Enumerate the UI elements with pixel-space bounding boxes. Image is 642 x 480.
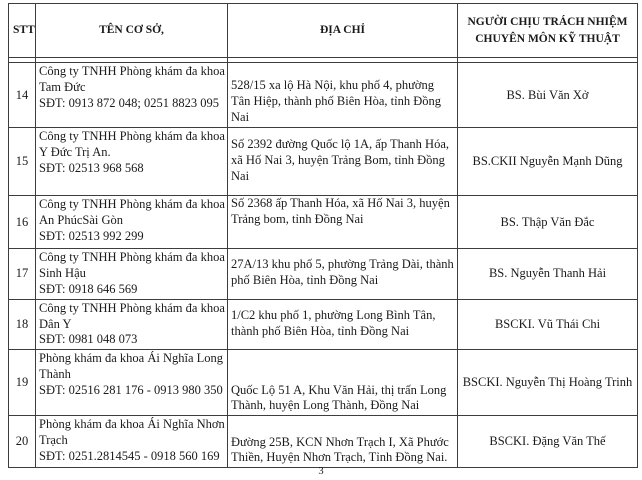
address-cell: 27A/13 khu phố 5, phường Trảng Dài, thành phố Biên Hòa, tỉnh Đồng Nai — [228, 249, 458, 300]
responsible-person-cell: BSCKI. Nguyễn Thị Hoàng Trinh — [458, 350, 638, 416]
facility-name-cell — [36, 416, 228, 468]
facility-name: Công ty TNHH Phòng khám đa khoa An PhúcSài Gòn — [39, 197, 225, 227]
address-cell: Đường 25B, KCN Nhơn Trạch I, Xã Phước Thiền, Huyện Nhơn Trạch, Tỉnh Đồng Nai. — [228, 416, 458, 468]
responsible-person-cell: BS. Bùi Văn Xở — [458, 63, 638, 128]
stt-cell: 18 — [9, 299, 36, 350]
stt-cell: 14 — [9, 63, 36, 128]
facility-name-cell — [36, 128, 228, 196]
address-cell: 1/C2 khu phố 1, phường Long Bình Tân, thành phố Biên Hòa, tỉnh Đồng Nai — [228, 299, 458, 350]
facility-name: Phòng khám đa khoa Ái Nghĩa Long Thành — [39, 351, 224, 382]
stt-cell: 20 — [9, 416, 36, 468]
table-row — [9, 299, 638, 350]
address-cell: Số 2368 ấp Thanh Hóa, xã Hố Nai 3, huyện Trảng bom, tỉnh Đồng Nai — [228, 196, 458, 249]
header-row — [9, 4, 638, 58]
table-row — [9, 63, 638, 128]
table-row — [9, 249, 638, 300]
header-responsible-person: NGƯỜI CHỊU TRÁCH NHIỆM CHUYÊN MÔN KỸ THUẬT — [458, 4, 638, 58]
facility-name: Công ty TNHH Phòng khám đa khoa Sinh Hậu — [39, 250, 225, 280]
table-row — [9, 196, 638, 249]
facility-name-cell — [36, 350, 228, 416]
facility-phone: SĐT: 0913 872 048; 0251 8823 095 — [39, 95, 219, 110]
facility-phone: SĐT: 02513 992 299 — [39, 228, 144, 243]
facility-name-cell — [36, 63, 228, 128]
stt-cell: 15 — [9, 128, 36, 196]
header-address: ĐỊA CHỈ — [228, 4, 458, 58]
facility-phone: SĐT: 0918 646 569 — [39, 281, 138, 296]
page-number: 3 — [318, 466, 324, 477]
facility-name-cell — [36, 299, 228, 350]
facility-name: Công ty TNHH Phòng khám đa khoa Tam Đức — [39, 64, 225, 94]
responsible-person-cell: BSCKI. Vũ Thái Chi — [458, 299, 638, 350]
table-header — [9, 4, 638, 63]
stt-cell: 16 — [9, 196, 36, 249]
address-cell: Quốc Lộ 51 A, Khu Văn Hải, thị trấn Long Thành, huyện Long Thành, Đồng Nai — [228, 350, 458, 416]
facility-name: Công ty TNHH Phòng khám đa khoa Dân Y — [39, 300, 225, 331]
table-body — [9, 63, 638, 468]
facility-phone: SĐT: 0981 048 073 — [39, 332, 138, 347]
address-cell: 528/15 xa lộ Hà Nội, khu phố 4, phường Tân Hiệp, thành phố Biên Hòa, tỉnh Đồng Nai — [228, 63, 458, 128]
responsible-person-cell: BS. Nguyễn Thanh Hải — [458, 249, 638, 300]
facility-phone: SĐT: 02513 968 568 — [39, 160, 144, 175]
clinics-table — [8, 3, 638, 468]
address-cell: Số 2392 đường Quốc lộ 1A, ấp Thanh Hóa, xã Hố Nai 3, huyện Trảng Bom, tỉnh Đồng Nai — [228, 128, 458, 196]
stt-cell: 17 — [9, 249, 36, 300]
header-stt: STT — [9, 4, 36, 58]
table-row — [9, 416, 638, 468]
facility-phone: SĐT: 02516 281 176 - 0913 980 350 — [39, 383, 223, 397]
facility-name-cell — [36, 249, 228, 300]
facility-name: Phòng khám đa khoa Ái Nghĩa Nhơn Trạch — [39, 417, 225, 448]
table-row — [9, 350, 638, 416]
stt-cell: 19 — [9, 350, 36, 416]
facility-name: Công ty TNHH Phòng khám đa khoa Y Đức Trị An. — [39, 129, 225, 159]
responsible-person-cell: BS. Thập Văn Đắc — [458, 196, 638, 249]
header-facility-name: TÊN CƠ SỞ, — [36, 4, 228, 58]
facility-name-cell — [36, 196, 228, 249]
table-row — [9, 128, 638, 196]
responsible-person-cell: BS.CKII Nguyễn Mạnh Dũng — [458, 128, 638, 196]
facility-phone: SĐT: 0251.2814545 - 0918 560 169 — [39, 449, 220, 463]
responsible-person-cell: BSCKI. Đặng Văn Thế — [458, 416, 638, 468]
